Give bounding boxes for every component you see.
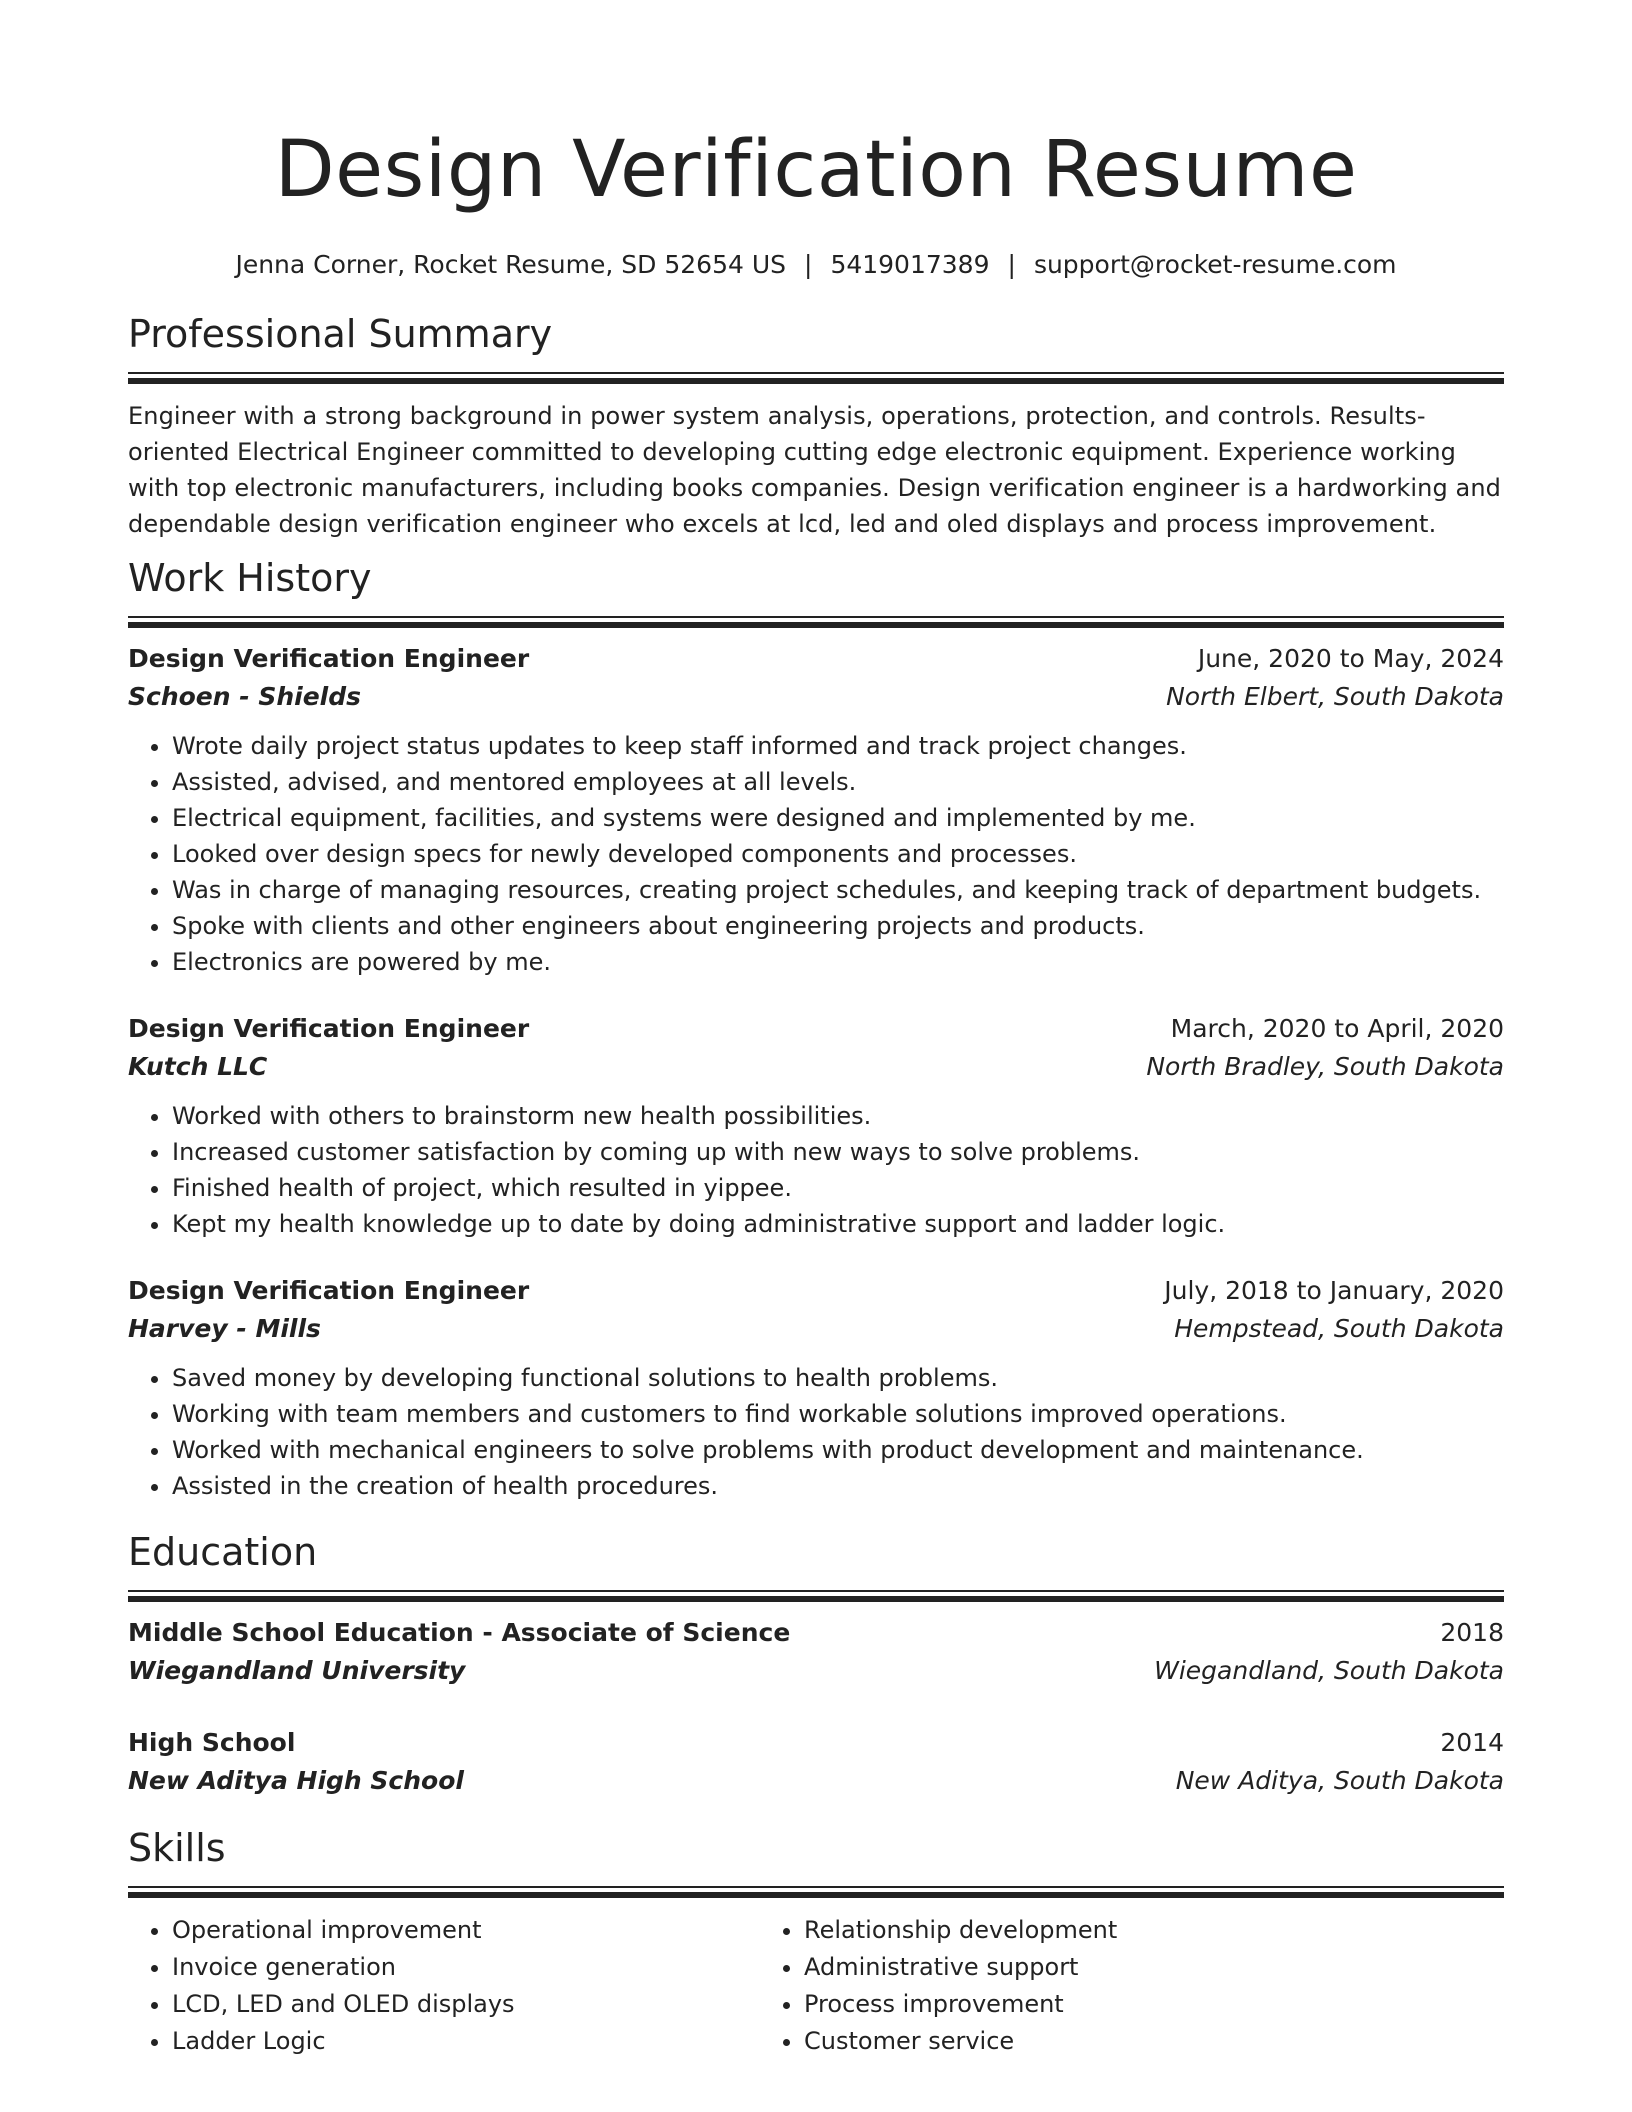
education-year: 2014 — [1440, 1728, 1504, 1757]
section-heading-work-history: Work History — [128, 556, 372, 600]
job-entry — [128, 1272, 1504, 1504]
education-school: New Aditya High School — [128, 1766, 464, 1795]
list-item: • Assisted in the creation of health procedures. — [172, 1468, 1504, 1504]
skill-item: • Invoice generation — [172, 1949, 760, 1986]
list-item: • Was in charge of managing resources, creating project schedules, and keeping track of department budgets. — [172, 872, 1504, 908]
job-company: Kutch LLC — [128, 1052, 268, 1081]
job-location: North Bradley, South Dakota — [1146, 1052, 1504, 1081]
list-item: • Working with team members and customers to find workable solutions improved operations. — [172, 1396, 1504, 1432]
skill-item: • Customer service — [804, 2023, 1392, 2060]
work-history-section — [128, 554, 1504, 1504]
resume-page — [128, 0, 1504, 2060]
job-title: Design Verification Engineer — [128, 1014, 530, 1043]
contact-separator: | — [1007, 250, 1016, 279]
section-heading-education: Education — [128, 1530, 318, 1574]
job-company: Schoen - Shields — [128, 682, 362, 711]
job-dates: March, 2020 to April, 2020 — [1170, 1014, 1504, 1043]
list-item: • Electrical equipment, facilities, and systems were designed and implemented by me. — [172, 800, 1504, 836]
education-entry — [128, 1614, 1504, 1690]
education-entry — [128, 1724, 1504, 1800]
education-degree: Middle School Education - Associate of Science — [128, 1618, 791, 1647]
education-degree: High School — [128, 1728, 296, 1757]
contact-address: Jenna Corner, Rocket Resume, SD 52654 US — [235, 250, 786, 279]
skill-item: • Process improvement — [804, 1986, 1392, 2023]
section-divider — [128, 616, 1504, 628]
job-location: Hempstead, South Dakota — [1174, 1314, 1504, 1343]
contact-email[interactable]: support@rocket-resume.com — [1033, 250, 1397, 279]
list-item: • Increased customer satisfaction by coming up with new ways to solve problems. — [172, 1134, 1504, 1170]
job-location: North Elbert, South Dakota — [1166, 682, 1504, 711]
section-heading-skills: Skills — [128, 1826, 226, 1870]
list-item: • Worked with others to brainstorm new health possibilities. — [172, 1098, 1504, 1134]
list-item: • Saved money by developing functional solutions to health problems. — [172, 1360, 1504, 1396]
job-title: Design Verification Engineer — [128, 644, 530, 673]
section-divider — [128, 1590, 1504, 1602]
job-dates: July, 2018 to January, 2020 — [1164, 1276, 1504, 1305]
list-item: • Wrote daily project status updates to keep staff informed and track project changes. — [172, 728, 1504, 764]
skill-item: • Administrative support — [804, 1949, 1392, 1986]
job-title: Design Verification Engineer — [128, 1276, 530, 1305]
list-item: • Electronics are powered by me. — [172, 944, 1504, 980]
contact-phone: 5419017389 — [830, 250, 990, 279]
section-heading-summary: Professional Summary — [128, 312, 553, 356]
job-bullets — [128, 1098, 1504, 1242]
job-entry — [128, 1010, 1504, 1242]
skill-item: • LCD, LED and OLED displays — [172, 1986, 760, 2023]
education-location: New Aditya, South Dakota — [1175, 1766, 1504, 1795]
education-school: Wiegandland University — [128, 1656, 466, 1685]
list-item: • Worked with mechanical engineers to solve problems with product development and maintenance. — [172, 1432, 1504, 1468]
education-year: 2018 — [1440, 1618, 1504, 1647]
list-item: • Finished health of project, which resulted in yippee. — [172, 1170, 1504, 1206]
summary-text: Engineer with a strong background in power system analysis, operations, protection, and controls. Results-oriented Electrical Engineer committed to developing cutting edge electronic equipment. Experience working with top electronic manufacturers, including books companies. Design verification engineer is a hardworking and dependable design verification engineer who excels at lcd, led and oled displays and process improvement. — [128, 402, 1501, 538]
job-dates: June, 2020 to May, 2024 — [1197, 644, 1504, 673]
list-item: • Assisted, advised, and mentored employees at all levels. — [172, 764, 1504, 800]
summary-section — [128, 310, 1504, 542]
job-bullets — [128, 728, 1504, 980]
resume-title: Design Verification Resume — [274, 125, 1358, 215]
contact-line — [128, 248, 1504, 282]
job-entry — [128, 640, 1504, 980]
education-section — [128, 1528, 1504, 1800]
skills-list-left — [128, 1912, 760, 2060]
list-item: • Kept my health knowledge up to date by doing administrative support and ladder logic. — [172, 1206, 1504, 1242]
list-item: • Looked over design specs for newly developed components and processes. — [172, 836, 1504, 872]
skill-item: • Relationship development — [804, 1912, 1392, 1949]
education-location: Wiegandland, South Dakota — [1154, 1656, 1504, 1685]
skill-item: • Ladder Logic — [172, 2023, 760, 2060]
job-company: Harvey - Mills — [128, 1314, 321, 1343]
job-bullets — [128, 1360, 1504, 1504]
skill-item: • Operational improvement — [172, 1912, 760, 1949]
section-divider — [128, 372, 1504, 384]
section-divider — [128, 1886, 1504, 1898]
skills-list-right — [760, 1912, 1392, 2060]
skills-columns — [128, 1912, 1504, 2060]
skills-section — [128, 1824, 1504, 2060]
contact-separator: | — [804, 250, 813, 279]
list-item: • Spoke with clients and other engineers about engineering projects and products. — [172, 908, 1504, 944]
